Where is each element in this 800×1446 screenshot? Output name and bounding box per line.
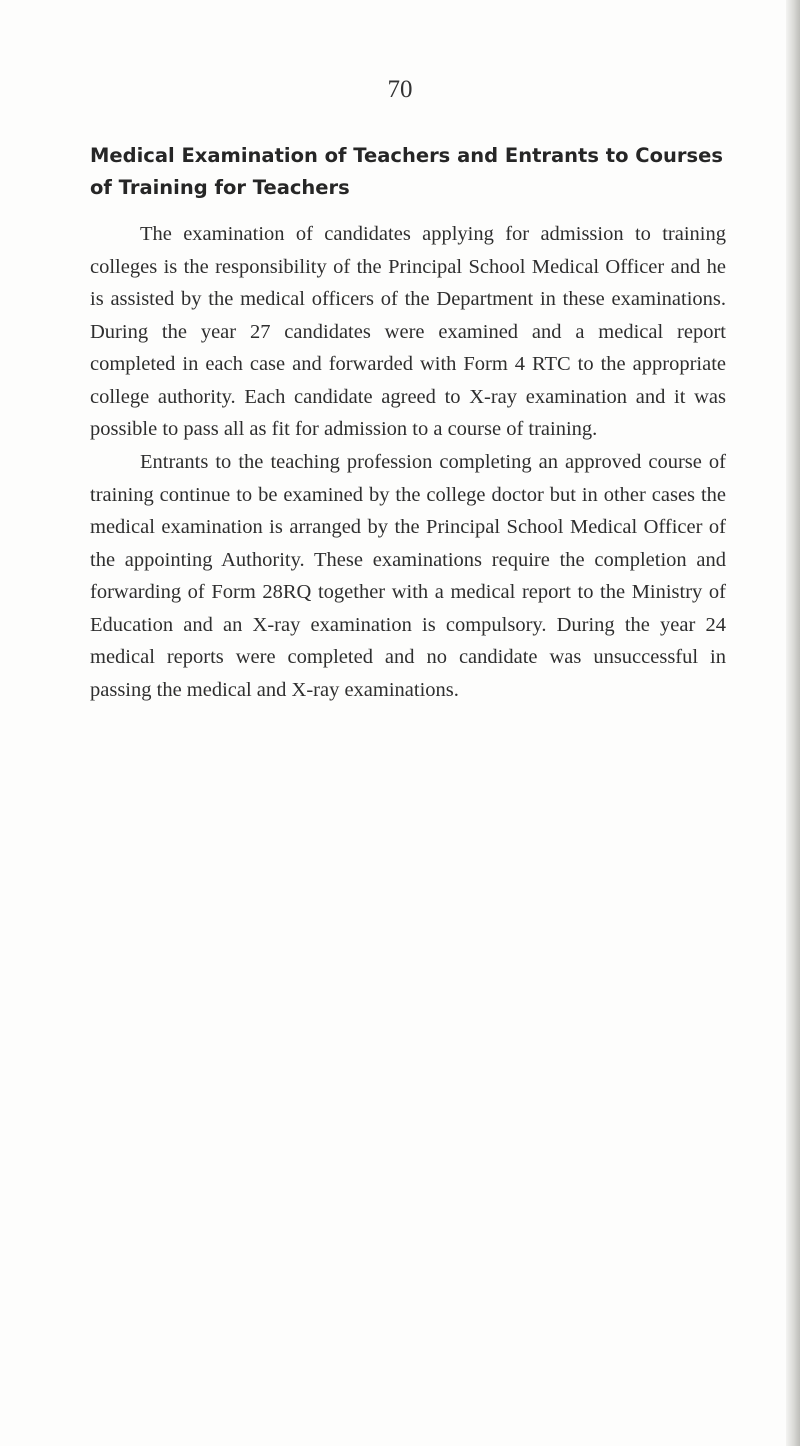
page-edge-shadow	[786, 0, 800, 1446]
section-title: Medical Examination of Teachers and Entrants to Courses of Training for Teachers	[90, 144, 723, 199]
page-number: 70	[387, 76, 413, 103]
paragraph-entrant-examinations: Entrants to the teaching profession completing an approved course of training continue to be examined by the college doctor but in other cases the medical examination is arranged by the Principal School Medical Officer of the appointing Authority. These examinations require the completion and forwarding of Form 28RQ together with a medical report to the Ministry of Education and an X-ray examination is compulsory. During the year 24 medical reports were completed and no candidate was unsuccessful in passing the medical and X-ray examinations.	[90, 451, 726, 701]
paragraph-training-college-examinations: The examination of candidates applying for admission to training colleges is the responsibility of the Principal School Medical Officer and he is assisted by the medical officers of the Department in these examinations. During the year 27 candidates were examined and a medical report completed in each case and forwarded with Form 4 RTC to the appropriate college authority. Each candidate agreed to X-ray examination and it was possible to pass all as fit for admission to a course of training.	[90, 223, 726, 440]
